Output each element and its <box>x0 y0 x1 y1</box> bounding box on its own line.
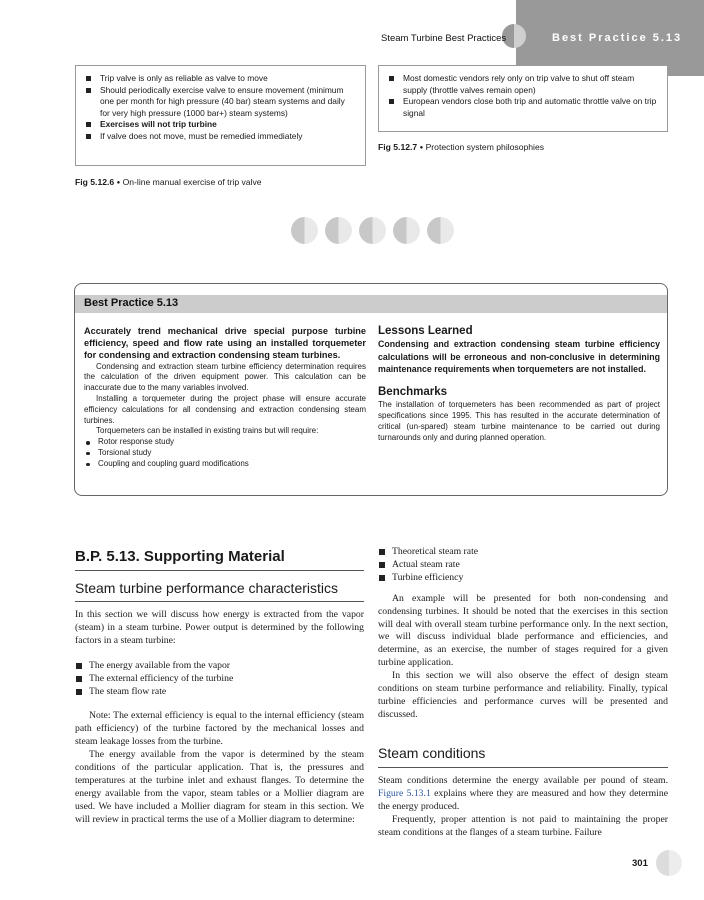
body-right-column-top <box>378 546 668 722</box>
paragraph: In this section we will discuss how energy is extracted from the vapor (steam) in a steam turbine. Power output is determined by the following factors in a steam turbine: <box>75 609 364 646</box>
running-title: Steam Turbine Best Practices <box>381 33 507 44</box>
list-item: The external efficiency of the turbine <box>75 673 364 686</box>
list-item: Coupling and coupling guard modifications <box>84 459 366 470</box>
best-practice-title: Best Practice 5.13 <box>84 297 179 309</box>
list-item: Turbine efficiency <box>378 572 668 585</box>
paragraph <box>378 775 668 814</box>
decorative-circle <box>393 217 420 244</box>
paragraph: Installing a torquemeter during the project phase will ensure accurate efficiency calculations for all condensing and extraction condensing steam turbines. <box>84 394 366 425</box>
caption-text: On-line manual exercise of trip valve <box>122 177 262 187</box>
best-practice-left-column <box>84 325 366 470</box>
lessons-learned-text: Condensing and extraction condensing steam turbine efficiency calculations will be erroneous and non-conclusive in determining maintenance requirements when torquemeters are not installed. <box>378 338 660 375</box>
subheading-performance: Steam turbine performance characteristics <box>75 580 338 596</box>
paragraph: An example will be presented for both non-condensing and condensing turbines. It should be noted that the exercises in this section will deal with overall steam turbine performance only. In the next section, we will discuss individual blade performance and efficiencies, and determine, as an exercise, the number of stages required for a given turbine application. <box>378 592 668 669</box>
figure-item: Exercises will not trip turbine <box>84 119 356 131</box>
caption-number: Fig 5.12.7 <box>378 142 418 152</box>
decorative-circle <box>325 217 352 244</box>
list-item: Torsional study <box>84 448 366 459</box>
paragraph: Note: The external efficiency is equal to the internal efficiency (steam path efficiency) of the turbine factored by the mechanical losses and steam leakage losses from the turbine. <box>75 710 364 748</box>
subheading-steam-conditions: Steam conditions <box>378 745 486 761</box>
decorative-circle <box>359 217 386 244</box>
body-left-column <box>75 609 364 827</box>
figure-item: If valve does not move, must be remedied immediately <box>84 131 356 143</box>
figure-box-trip-valve <box>75 65 366 166</box>
figure-item: European vendors close both trip and automatic throttle valve on trip signal <box>387 96 657 119</box>
paragraph: Torquemeters can be installed in existing trains but will require: <box>96 426 319 436</box>
list-item: The energy available from the vapor <box>75 660 364 673</box>
paragraph: Frequently, proper attention is not paid to maintaining the proper steam conditions at the flanges of a steam turbine. Failure <box>378 813 668 838</box>
best-practice-header-bar <box>75 295 667 313</box>
subheading-rule <box>75 601 364 602</box>
list-item: Actual steam rate <box>378 559 668 572</box>
best-practice-lead: Accurately trend mechanical drive special purpose turbine efficiency, speed and flow rate using an installed torquemeter for condensing and extraction condensing steam turbines. <box>84 326 366 361</box>
decorative-circle <box>427 217 454 244</box>
section-title: B.P. 5.13. Supporting Material <box>75 548 285 565</box>
list-item: Rotor response study <box>84 437 366 448</box>
figure-caption-5-12-7 <box>378 142 544 152</box>
paragraph-text: Steam conditions determine the energy available per pound of steam. <box>378 775 668 786</box>
page-circle-ornament <box>656 850 682 876</box>
paragraph-text: explains where they are measured and how they determine the energy produced. <box>378 787 668 812</box>
page-number: 301 <box>632 858 648 869</box>
caption-separator: ● <box>116 180 121 186</box>
list-item: Theoretical steam rate <box>378 546 668 559</box>
paragraph: The energy available from the vapor is determined by the steam conditions of the particular application. That is, the pressures and temperatures at the turbine inlet and exhaust flanges. To determine the energy available from the vapor, steam tables or a Mollier diagram are used. We have included a Mollier diagram for steam in this section. We will review in practical terms the use of a Mollier diagram to determine: <box>75 749 364 825</box>
figure-caption-5-12-6 <box>75 177 262 187</box>
list-item: The steam flow rate <box>75 686 364 699</box>
best-practice-right-column <box>378 326 660 443</box>
caption-text: Protection system philosophies <box>425 142 545 152</box>
figure-item: Most domestic vendors rely only on trip valve to shut off steam supply (throttle valves remain open) <box>387 73 657 96</box>
caption-number: Fig 5.12.6 <box>75 177 115 187</box>
benchmarks-heading: Benchmarks <box>378 386 448 399</box>
best-practice-box <box>74 283 668 496</box>
body-right-column-bottom <box>378 775 668 840</box>
section-title-rule <box>75 570 364 571</box>
paragraph: In this section we will also observe the effect of design steam conditions on steam turbine performance and reliability. Finally, typical turbine efficiencies and performance curves will be presented and discussed. <box>378 670 668 720</box>
figure-link[interactable]: Figure 5.13.1 <box>378 787 431 799</box>
figure-item: Should periodically exercise valve to ensure movement (minimum one per month for high pressure (40 bar) steam systems and daily for very high pressure (1000 bar+) steam systems) <box>84 85 356 120</box>
figure-item: Trip valve is only as reliable as valve to move <box>84 73 356 85</box>
lessons-learned-heading: Lessons Learned <box>378 325 473 337</box>
caption-separator: ● <box>419 145 424 151</box>
figure-box-protection <box>378 65 668 132</box>
header-tab-label: Best Practice 5.13 <box>552 32 683 44</box>
decorative-circle <box>291 217 318 244</box>
subheading-rule <box>378 767 668 768</box>
benchmarks-text: The installation of torquemeters has been recommended as part of project specifications since 1995. This has resulted in the accurate determination of critical (un-spared) steam turbine maintenance to be carried out during turnarounds only and during planned operation. <box>378 399 660 443</box>
paragraph: Condensing and extraction steam turbine efficiency determination requires the calculation of the driven equipment power. This calculation can be inaccurate due to the many variables involved. <box>84 361 366 393</box>
